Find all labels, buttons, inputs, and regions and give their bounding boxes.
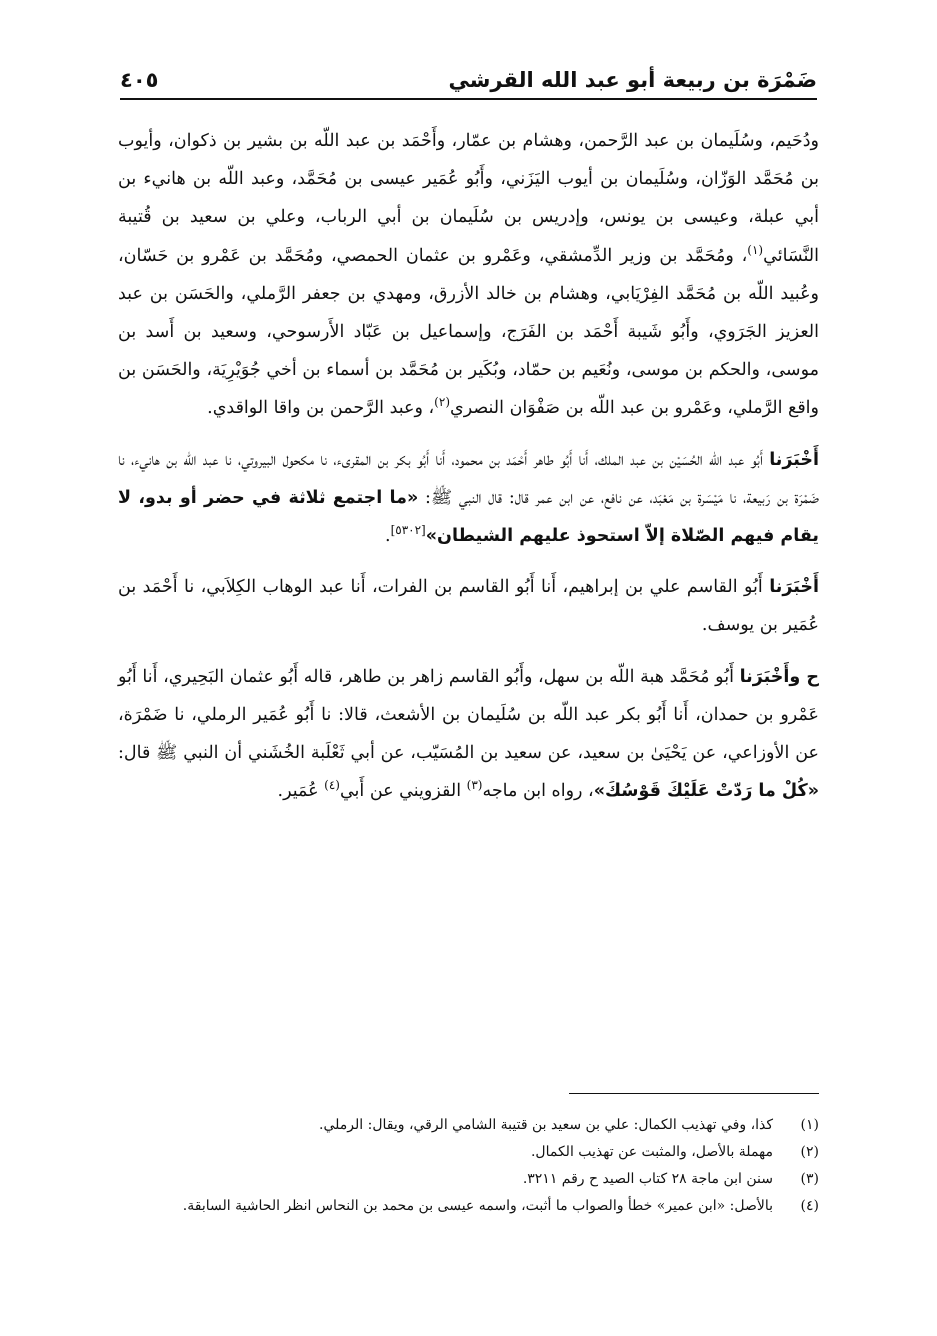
text-segment: أَبُو مُحَمَّد هبة اللّه بن سهل، وأَبُو القاسم زاهر بن طاهر، قاله أَبُو عثمان البَحِيري، أَنا أَبُو عَمْرو بن حمدان، أَنا أَبُو بكر عبد اللّه بن سُلَيمان بن الأشعث، قالا: نا أَبُو عُمَير الرملي، نا ضَمْرَة، عن الأوزاعي، عن يَحْيَىٰ بن سعيد، عن سعيد بن المُسَيّب، عن أبي ثَعْلَبة الخُشَني أن النبي ﷺ قال: <box>118 666 819 764</box>
hadith-number: [٥٣٠٢] <box>390 523 426 538</box>
footnote-number: (٤) <box>800 1198 819 1214</box>
footnote-number: (٢) <box>800 1144 819 1160</box>
footnote-item <box>118 1193 819 1220</box>
footnote-marker: (٢) <box>434 395 450 410</box>
paragraph-isnad-2 <box>118 568 819 644</box>
lead-word: ح وأَخْبَرَنا <box>739 666 820 687</box>
text-segment: ودُحَيم، وسُلَيمان بن عبد الرَّحمن، وهشام بن عمّار، وأَحْمَد بن عبد اللّه بن بشير بن ذكوان، وأيوب بن مُحَمَّد الوَزّان، وسُلَيمان بن أيوب اليَزَني، وأَبُو عُمَير عيسى بن مُحَمَّد، وعبد اللّه بن هانيء بن أبي عبلة، وعيسى بن يونس، وإدريس بن سُلَيمان بن أبي الرباب، وعلي بن سعيد بن قُتيبة النَّسَائي <box>118 131 819 266</box>
paragraph-hadith-2 <box>118 658 819 811</box>
footnote-marker: (٣) <box>466 778 483 793</box>
text-segment: عُمَير. <box>277 781 325 802</box>
page-number: ٤٠٥ <box>120 68 159 92</box>
lead-word: أَخْبَرَنا <box>769 577 819 598</box>
footnote-marker: (١) <box>747 242 764 257</box>
text-segment: . <box>384 526 391 547</box>
main-text <box>118 122 819 823</box>
text-segment: ، رواه ابن ماجه <box>482 781 594 802</box>
footnote-marker: (٤) <box>324 778 340 793</box>
footnote-text: مهملة بالأصل، والمثبت عن تهذيب الكمال. <box>530 1144 773 1160</box>
text-segment: أَبُو القاسم علي بن إبراهيم، أَنا أَبُو القاسم بن الفرات، أَنا عبد الوهاب الكِلاَبي، نا أَحْمَد بن عُمَير بن يوسف. <box>118 577 819 636</box>
footnote-text: كذا، وفي تهذيب الكمال: علي بن سعيد بن قتيبة الشامي الرقي، ويقال: الرملي. <box>319 1117 773 1133</box>
footnote-item <box>118 1112 819 1139</box>
text-segment: ، ومُحَمَّد بن وزير الدِّمشقي، وعَمْرو بن عثمان الحمصي، ومُحَمَّد بن عَمْرو بن حَسّان، وعُبيد اللّه بن مُحَمَّد الفِرْيَابي، وهشام بن خالد الأزرق، ومهدي بن جعفر الرَّملي، والحَسَن بن عبد العزيز الجَرَوي، وأَبُو شَيبة أَحْمَد بن الفَرَج، وإسماعيل بن عَبّاد الأَرسوحي، وسعيد بن أَسد بن موسى، والحكم بن موسى، ونُعَيم بن حمّاد، وبُكَير بن مُحَمَّد بن أسماء بن أخي جُوَيْرِيَة، والحَسَن بن واقع الرَّملي، وعَمْرو بن عبد اللّه بن صَفْوَان النصري <box>118 245 819 419</box>
footnote-item <box>118 1139 819 1166</box>
paragraph-narrators <box>118 122 819 428</box>
hadith-text: «كُلْ ما رَدّتْ عَلَيْكَ قَوْسُكَ» <box>593 781 819 802</box>
page-header <box>120 58 817 100</box>
footnote-text: بالأصل: «ابن عمير» خطأ والصواب ما أثبت، واسمه عيسى بن محمد بن النحاس انظر الحاشية السابقة. <box>182 1198 773 1214</box>
footnote-separator <box>569 1093 819 1094</box>
footnote-text: سنن ابن ماجة ٢٨ كتاب الصيد ح رقم ٣٢١١. <box>522 1171 773 1187</box>
footnotes <box>118 1112 819 1220</box>
text-segment: ، وعبد الرَّحمن بن واقا الواقدي. <box>207 398 435 419</box>
footnote-item <box>118 1166 819 1193</box>
hadith-text: «ما اجتمع ثلاثة في حضر أو بدو، لا يقام فيهم الصّلاة إلاّ استحوذ عليهم الشيطان» <box>118 487 819 547</box>
paragraph-hadith-1 <box>118 441 819 556</box>
footnote-number: (١) <box>800 1117 819 1133</box>
footnote-number: (٣) <box>800 1171 819 1187</box>
running-title: ضَمْرَة بن ربيعة أبو عبد الله القرشي <box>448 68 817 92</box>
text-segment: القزويني عن أَبي <box>339 781 467 802</box>
text-segment: أَبُو عبد اللّه الحُسَيْن بن عبد الملك، أَنا أَبُو طاهر أَحْمَد بن محمود، أَنا أَبُو بكر بن المقرىء، نا مكحول البيروتي، نا عبد اللّه بن هانيء، نا ضَمْرَة بن رَبيعة، نا مَيْسَرة بن مَعْبَد، عن نافع، عن ابن عمر قال: قال النبي ﷺ: <box>118 449 819 508</box>
lead-word: أَخْبَرَنا <box>769 449 819 470</box>
